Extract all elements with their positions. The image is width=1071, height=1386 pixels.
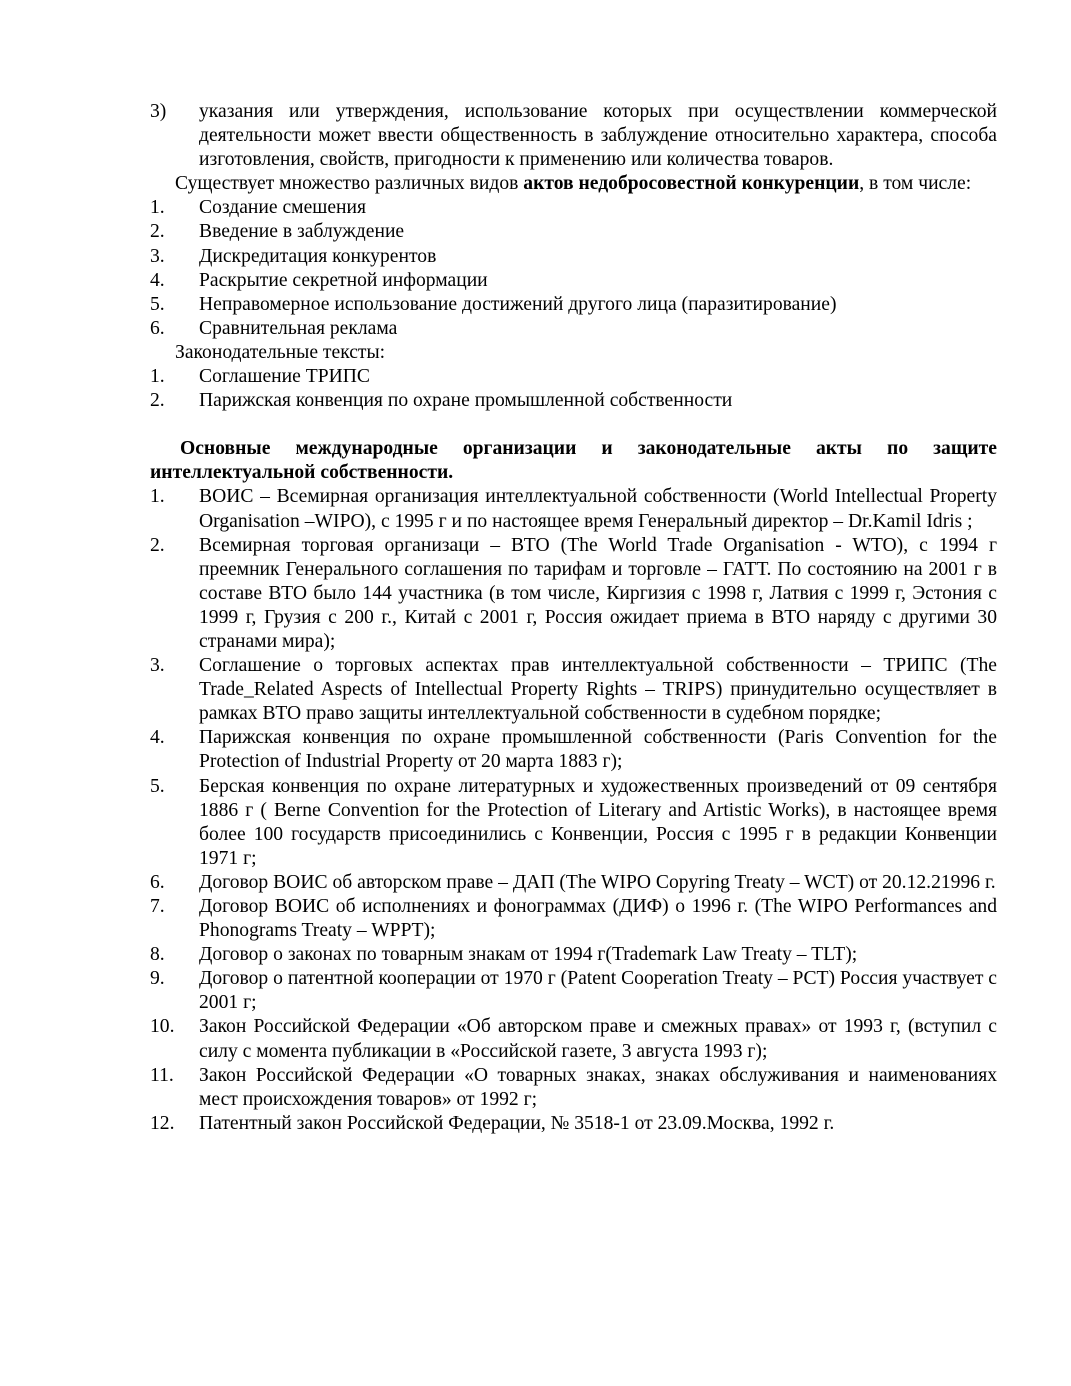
list-item-number: 3) — [150, 101, 167, 122]
acts-paragraph-bold: актов недобросовестной конкуренции — [523, 173, 860, 195]
document-page — [150, 100, 997, 1136]
acts-paragraph — [150, 172, 997, 196]
list-item-text: Парижская конвенция по охране промышленной собственности (Paris Convention for the Protection of Industrial Property от 20 марта 1883 г); — [199, 727, 997, 773]
list-item — [150, 317, 997, 341]
list-item-number: 2. — [150, 534, 165, 556]
list-item — [150, 943, 997, 967]
list-item-number: 1. — [150, 366, 165, 388]
list-item-number: 2. — [150, 221, 165, 243]
list-item-number: 7. — [150, 896, 165, 917]
list-item-number: 6. — [150, 317, 165, 339]
list-item-text: ВОИС – Всемирная организация интеллектуальной собственности (World Intellectual Property Organisation –WIPO), с 1995 г и по настоящее время Генеральный директор – Dr.Kamil Idris ; — [199, 486, 997, 532]
list-item-number: 1. — [150, 486, 165, 508]
list-item-text: Введение в заблуждение — [199, 221, 405, 243]
list-item — [150, 245, 997, 269]
list-item-number: 4. — [150, 269, 165, 291]
list-item-number: 5. — [150, 293, 165, 315]
list-item-text: Парижская конвенция по охране промышленной собственности — [199, 390, 733, 412]
section-heading: Основные международные организации и законодательные акты по защите интеллектуальной собственности. — [150, 438, 997, 484]
list-item-text: Договор о законах по товарным знакам от 1994 г(Trademark Law Treaty – TLT); — [199, 944, 858, 966]
list-item-text: Сравнительная реклама — [199, 317, 398, 339]
list-item-number: 3. — [150, 655, 165, 677]
acts-paragraph-end: , в том числе: — [859, 173, 972, 195]
list-item — [150, 726, 997, 774]
list-item — [150, 269, 997, 293]
list-item-number: 9. — [150, 968, 165, 990]
list-item — [150, 196, 997, 220]
list-item — [150, 534, 997, 654]
list-item — [150, 895, 997, 943]
list-item-text: Создание смешения — [199, 197, 367, 219]
list-item-text: Договор ВОИС об исполнениях и фонограммах (ДИФ) о 1996 г. (The WIPO Performances and Phonograms Treaty – WPPT); — [199, 896, 997, 942]
list-item-text: Берская конвенция по охране литературных и художественных произведений от 09 сентября 1886 г ( Berne Convention for the Protection of Literary and Artistic Works), в настоящее время более 100 государств присоединились с Конвенции, Россия с 1995 г в редакции Конвенции 1971 г; — [199, 775, 997, 869]
list-item — [150, 1064, 997, 1112]
list-item-number: 12. — [150, 1112, 175, 1134]
list-item — [150, 389, 997, 413]
list-item — [150, 485, 997, 533]
list-item-number: 5. — [150, 775, 165, 797]
legislative-list — [150, 365, 997, 413]
list-item — [150, 220, 997, 244]
list-item-text: Закон Российской Федерации «Об авторском праве и смежных правах» от 1993 г, (вступил с силу с момента публикации в «Российской газете, 3 августа 1993 г); — [199, 1016, 997, 1062]
list-item-number: 1. — [150, 197, 165, 219]
list-item-number: 10. — [150, 1016, 175, 1038]
list-item-text: Закон Российской Федерации «О товарных знаках, знаках обслуживания и наименованиях мест происхождения товаров» от 1992 г; — [199, 1064, 997, 1110]
acts-list — [150, 196, 997, 341]
list-item-number: 6. — [150, 871, 165, 893]
list-item-text: Всемирная торговая организаци – ВТО (The World Trade Organisation - WTO), с 1994 г преемник Генерального соглашения по тарифам и торговле – ГАТТ. По состоянию на 2001 г в составе ВТО было 144 участника (в том числе, Киргизия с 1998 г, Латвия с 1999 г, Эстония с 1999 г, Грузия с 200 г., Китай с 2001 г, Россия ожидает приема в ВТО наряду с другими 30 странами мира); — [199, 534, 997, 652]
acts-paragraph-start: Существует множество различных видов — [175, 173, 524, 195]
list-item — [150, 1015, 997, 1063]
list-item-number: 11. — [150, 1064, 174, 1086]
list-item — [150, 365, 997, 389]
list-item-number: 4. — [150, 727, 165, 749]
list-item-text: Договор ВОИС об авторском праве – ДАП (The WIPO Copyring Treaty – WCT) от 20.12.21996 г. — [199, 871, 996, 893]
list-item-number: 2. — [150, 390, 165, 412]
list-item-text: Договор о патентной кооперации от 1970 г (Patent Cooperation Treaty – PCT) Россия участвует с 2001 г; — [199, 968, 997, 1014]
list-item-text: Дискредитация конкурентов — [199, 245, 437, 267]
list-item-text: Раскрытие секретной информации — [199, 269, 488, 291]
list-item — [150, 293, 997, 317]
list-item — [150, 871, 997, 895]
list-item — [150, 1112, 997, 1136]
intro-list-item — [150, 100, 997, 172]
list-item-text: Патентный закон Российской Федерации, № 3518-1 от 23.09.Москва, 1992 г. — [199, 1112, 835, 1134]
organizations-list — [150, 485, 997, 1136]
list-item-text: Неправомерное использование достижений другого лица (паразитирование) — [199, 293, 837, 315]
list-item-text: указания или утверждения, использование которых при осуществлении коммерческой деятельности может ввести общественность в заблуждение относительно характера, способа изготовления, свойств, пригодности к применению или количества товаров. — [199, 101, 997, 171]
list-item-number: 3. — [150, 245, 165, 267]
list-item-text: Соглашение ТРИПС — [199, 366, 370, 388]
list-item — [150, 775, 997, 871]
list-item — [150, 967, 997, 1015]
legislative-label: Законодательные тексты: — [175, 341, 386, 363]
list-item-number: 8. — [150, 944, 165, 966]
list-item — [150, 654, 997, 726]
list-item-text: Соглашение о торговых аспектах прав интеллектуальной собственности – ТРИПС (The Trade_Related Aspects of Intellectual Property Rights – TRIPS) принудительно осуществляет в рамках ВТО право защиты интеллектуальной собственности в судебном порядке; — [199, 655, 997, 725]
